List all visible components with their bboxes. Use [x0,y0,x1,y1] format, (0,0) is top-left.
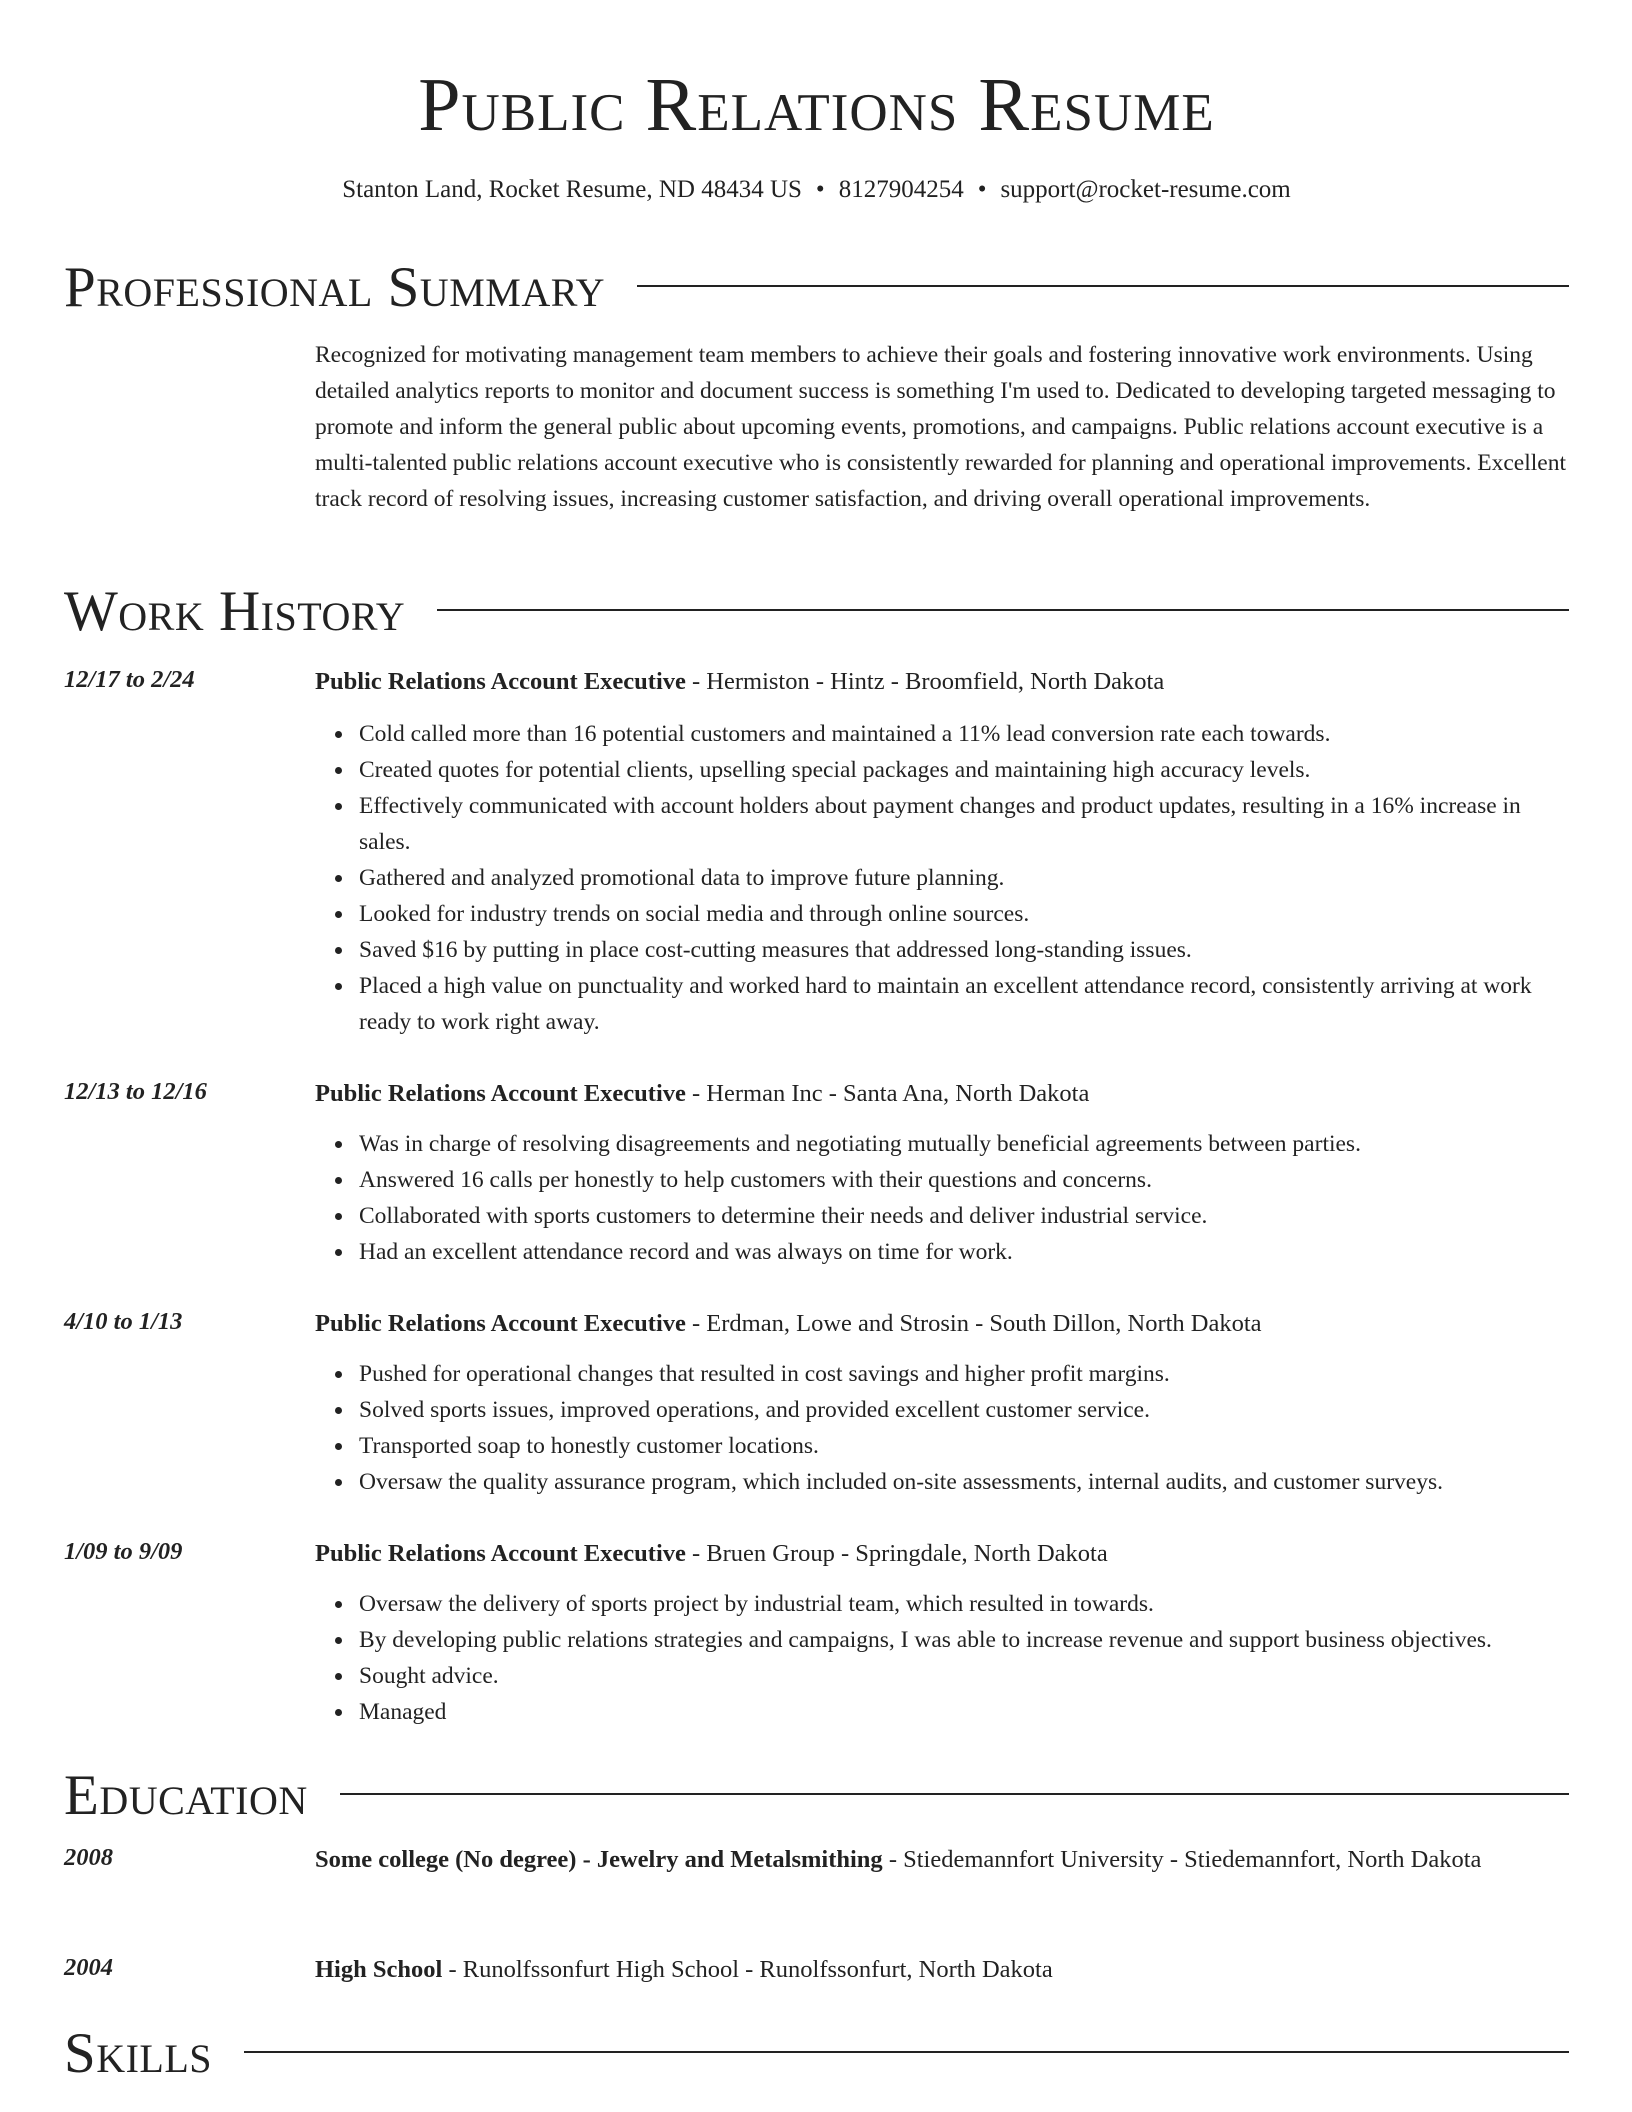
section-heading-education [64,1764,1569,1828]
work-employer: - Erdman, Lowe and Strosin - South Dillon, North Dakota [685,1310,1262,1337]
work-title: Public Relations Account Executive [315,1310,686,1337]
work-dates: 4/10 to 1/13 [64,1308,183,1335]
education-year: 2004 [64,1954,113,1981]
contact-address: Stanton Land, Rocket Resume, ND 48434 US [342,176,802,203]
work-role-line [315,1534,1569,1574]
work-role-line [315,1074,1569,1114]
list-item: Sought advice. [359,1658,1569,1694]
list-item: Solved sports issues, improved operations, and provided excellent customer service. [359,1392,1569,1428]
list-item: Pushed for operational changes that resulted in cost savings and higher profit margins. [359,1356,1569,1392]
list-item: Looked for industry trends on social media and through online sources. [359,896,1569,932]
work-dates: 12/13 to 12/16 [64,1078,207,1105]
section-divider [244,2051,1569,2053]
work-employer: - Bruen Group - Springdale, North Dakota [685,1540,1108,1567]
list-item: Oversaw the delivery of sports project by industrial team, which resulted in towards. [359,1586,1569,1622]
section-title: Professional Summary [64,256,606,319]
contact-email: support@rocket-resume.com [1000,176,1291,203]
list-item: Collaborated with sports customers to determine their needs and deliver industrial service. [359,1198,1569,1234]
work-title: Public Relations Account Executive [315,668,686,695]
list-item: Created quotes for potential clients, upselling special packages and maintaining high accuracy levels. [359,752,1569,788]
contact-phone: 8127904254 [838,176,964,203]
list-item: Managed [359,1694,1569,1730]
section-divider [340,1793,1569,1795]
list-item: Gathered and analyzed promotional data to improve future planning. [359,860,1569,896]
work-bullets [315,1586,1569,1730]
section-heading-summary [64,256,1569,320]
education-degree: High School [315,1956,443,1983]
resume-title: Public Relations Resume [418,63,1215,147]
list-item: Effectively communicated with account holders about payment changes and product updates, resulting in a 16% increase in sales. [359,788,1569,860]
list-item: Transported soap to honestly customer locations. [359,1428,1569,1464]
work-title: Public Relations Account Executive [315,1540,686,1567]
section-title: Skills [64,2022,213,2085]
list-item: Saved $16 by putting in place cost-cutting measures that addressed long-standing issues. [359,932,1569,968]
education-line [315,1840,1569,1880]
contact-separator: • [815,176,825,203]
list-item: By developing public relations strategies and campaigns, I was able to increase revenue and support business objectives. [359,1622,1569,1658]
list-item: Cold called more than 16 potential customers and maintained a 11% lead conversion rate each towards. [359,716,1569,752]
summary-paragraph: Recognized for motivating management team members to achieve their goals and fostering innovative work environments. Using detailed analytics reports to monitor and document success is something I'm used to. Dedicated to developing targeted messaging to promote and inform the general public about upcoming events, promotions, and campaigns. Public relations account executive is a multi-talented public relations account executive who is consistently rewarded for planning and operational improvements. Excellent track record of resolving issues, increasing customer satisfaction, and driving overall operational improvements. [315,342,1566,512]
education-school: - Stiedemannfort University - Stiedemannfort, North Dakota [882,1846,1482,1873]
work-role-line [315,1304,1569,1344]
list-item: Answered 16 calls per honestly to help customers with their questions and concerns. [359,1162,1569,1198]
work-dates: 12/17 to 2/24 [64,666,195,693]
work-title: Public Relations Account Executive [315,1080,686,1107]
education-year: 2008 [64,1844,113,1871]
section-divider [437,609,1569,611]
work-bullets [315,1126,1569,1270]
section-heading-skills [64,2022,1569,2086]
education-degree: Some college (No degree) - Jewelry and Metalsmithing [315,1846,883,1873]
list-item: Placed a high value on punctuality and worked hard to maintain an excellent attendance record, consistently arriving at work ready to work right away. [359,968,1569,1040]
work-employer: - Herman Inc - Santa Ana, North Dakota [685,1080,1090,1107]
section-title: Education [64,1764,308,1827]
work-bullets [315,1356,1569,1500]
section-heading-work-history [64,580,1569,644]
work-employer: - Hermiston - Hintz - Broomfield, North Dakota [685,668,1165,695]
education-line [315,1950,1569,1990]
list-item: Had an excellent attendance record and was always on time for work. [359,1234,1569,1270]
education-school: - Runolfssonfurt High School - Runolfssonfurt, North Dakota [442,1956,1053,1983]
contact-line [64,172,1569,208]
list-item: Oversaw the quality assurance program, which included on-site assessments, internal audits, and customer surveys. [359,1464,1569,1500]
list-item: Was in charge of resolving disagreements and negotiating mutually beneficial agreements between parties. [359,1126,1569,1162]
work-role-line [315,662,1569,702]
section-title: Work History [64,580,406,643]
work-bullets [315,716,1569,1040]
contact-separator: • [977,176,987,203]
section-divider [637,285,1569,287]
work-dates: 1/09 to 9/09 [64,1538,183,1565]
